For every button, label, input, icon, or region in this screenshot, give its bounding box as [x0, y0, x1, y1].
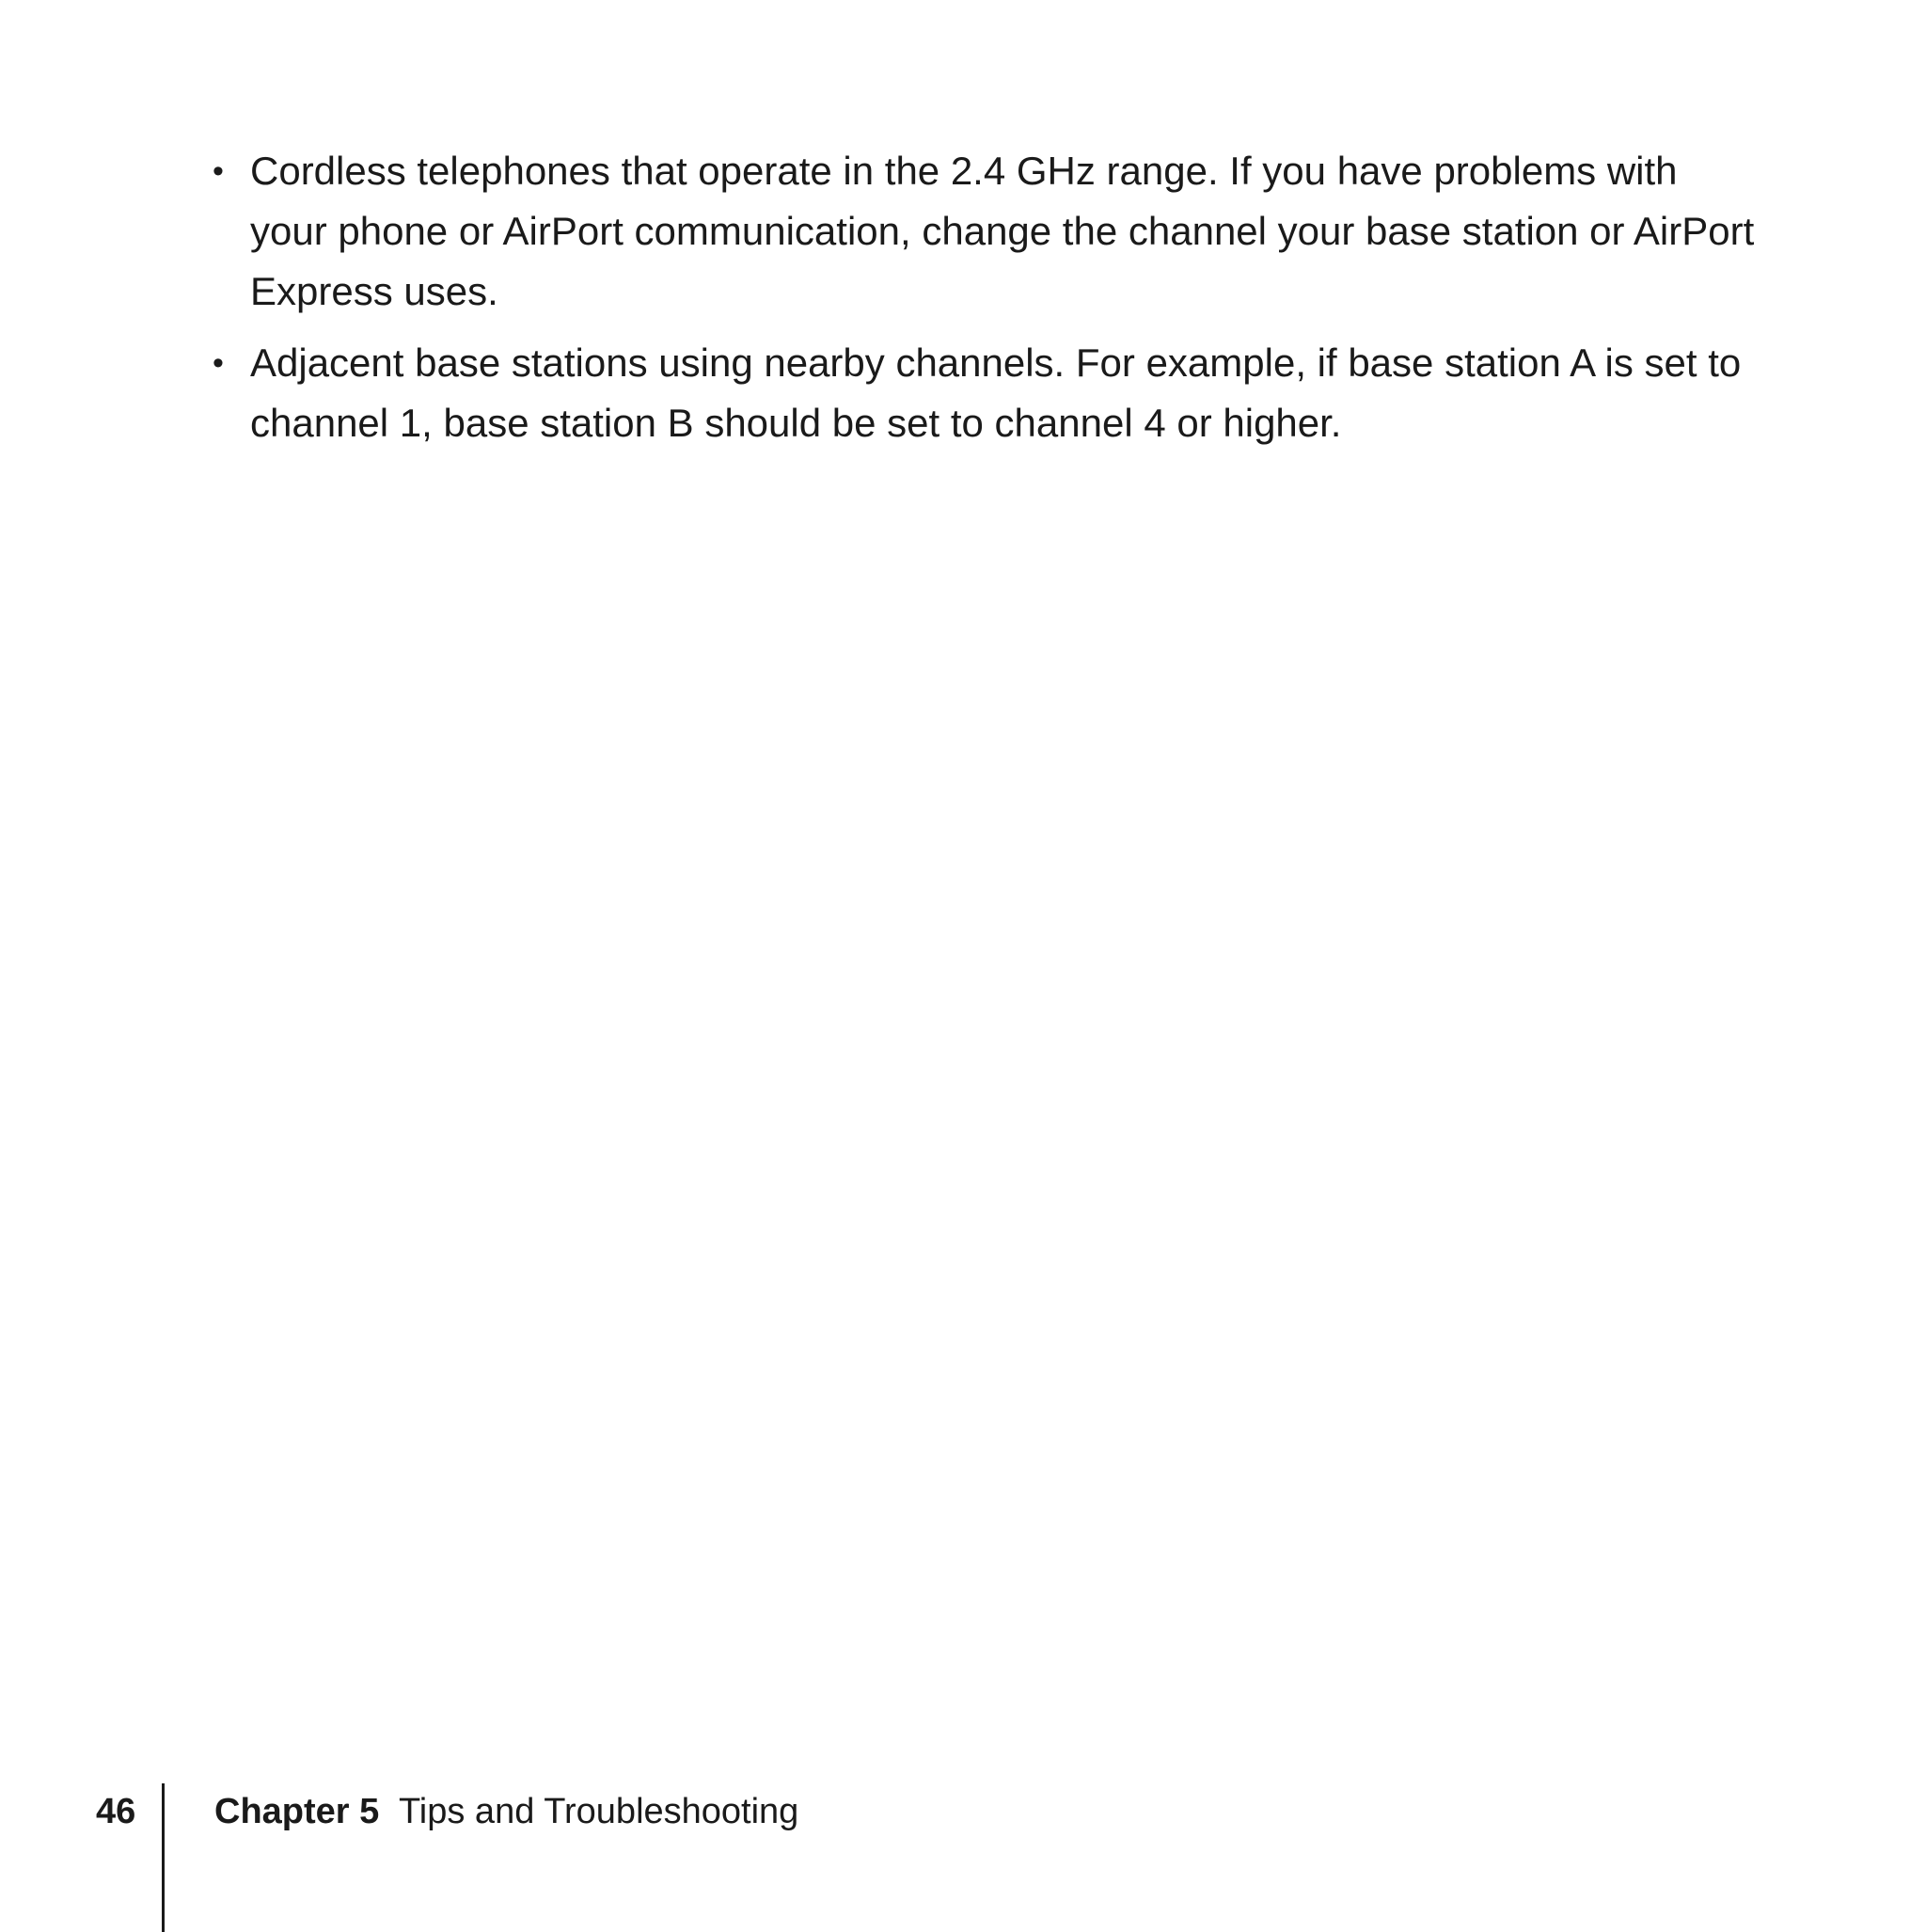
- chapter-label: Chapter 5: [214, 1792, 380, 1831]
- page-content: [213, 141, 1755, 465]
- bullet-item: [213, 141, 1755, 322]
- page-footer: [0, 1783, 1926, 1932]
- footer-divider: [162, 1783, 165, 1932]
- bullet-symbol: •: [213, 153, 224, 189]
- chapter-title: Tips and Troubleshooting: [399, 1792, 799, 1831]
- page-number: 46: [96, 1792, 136, 1831]
- bullet-text: Cordless telephones that operate in the 2.4 GHz range. If you have problems with your phone or AirPort communication, change the channel your base station or AirPort Express uses.: [250, 149, 1755, 313]
- bullet-text: Adjacent base stations using nearby channels. For example, if base station A is set to channel 1, base station B should be set to channel 4 or higher.: [250, 340, 1742, 445]
- bullet-symbol: •: [213, 345, 224, 381]
- bullet-item: [213, 333, 1755, 453]
